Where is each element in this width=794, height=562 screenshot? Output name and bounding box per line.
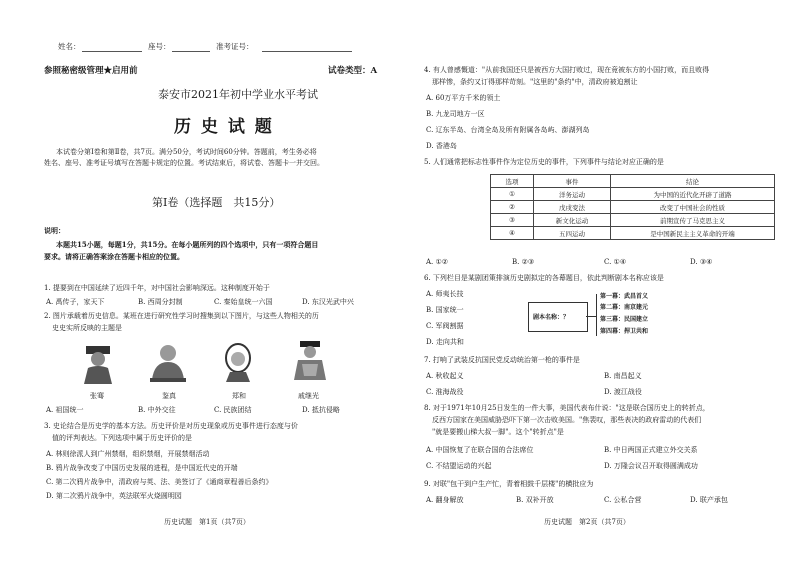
q5-option-d: D. ③④ — [690, 258, 713, 266]
table-cell: ① — [491, 188, 534, 201]
q4-option-d: D. 香港岛 — [426, 142, 457, 150]
q7-option-c: C. 淮海战役 — [426, 388, 464, 396]
q3-stem-1: 3. 史论结合是历史学的基本方法。历史评价是对历史现象或历史事件进行态度与价 — [44, 422, 298, 430]
exam-title: 泰安市2021年初中学业水平考试 — [158, 88, 318, 101]
table-row — [491, 201, 775, 214]
table-cell: 五四运动 — [534, 227, 611, 240]
table-cell: 是中国新民主主义革命的开端 — [611, 227, 775, 240]
q7-stem: 7. 打响了武装反抗国民党反动统治第一枪的事件是 — [424, 356, 580, 364]
q9-option-c: C. 公私合营 — [604, 496, 642, 504]
q1-option-d: D. 东汉光武中兴 — [302, 298, 354, 306]
q1-stem: 1. 提要到在中国延续了近四千年，对中国社会影响深远。这种制度开始于 — [44, 284, 270, 292]
seat-blank — [172, 51, 210, 52]
q2-stem-1: 2. 图片承载着历史信息。某班在进行研究性学习时搜集到以下图片，与这些人物相关的历 — [44, 312, 319, 320]
table-cell: ② — [491, 201, 534, 214]
q7-option-d: D. 渡江战役 — [604, 388, 642, 396]
left-page — [40, 0, 400, 562]
notes-line-2: 要求。请将正确答案涂在答题卡相应的位置。 — [44, 252, 184, 261]
table-cell: ③ — [491, 214, 534, 227]
q1-option-c: C. 秦始皇统一六国 — [214, 298, 273, 306]
table-cell: 前期宣传了马克思主义 — [611, 214, 775, 227]
caption-zhang-qian: 张骞 — [90, 392, 104, 400]
caption-jianzhen: 鉴真 — [162, 392, 176, 400]
q1-option-a: A. 禹传子，家天下 — [46, 298, 105, 306]
table-cell: 洋务运动 — [534, 188, 611, 201]
q6-option-c: C. 军阀割据 — [426, 322, 464, 330]
table-row — [491, 188, 775, 201]
q6-option-d: D. 走向共和 — [426, 338, 464, 346]
q1-option-b: B. 西周分封制 — [138, 298, 183, 306]
q6-option-a: A. 师夷长技 — [426, 290, 464, 298]
q9-option-b: B. 双补开放 — [516, 496, 554, 504]
intro-line-1: 本试卷分第Ⅰ卷和第Ⅱ卷，共7页。满分50分，考试时间60分钟。答题前，考生务必将 — [56, 148, 317, 156]
q8-option-d: D. 万隆会议召开取得圆满成功 — [604, 462, 698, 470]
q4-option-b: B. 九龙司地方一区 — [426, 110, 485, 118]
table-cell: 改变了中国社会的性质 — [611, 201, 775, 214]
zhang-qian-portrait — [78, 344, 118, 384]
secret-level: 参照秘密级管理★启用前 — [44, 66, 138, 76]
connector-bracket — [596, 294, 597, 336]
table-cell: ④ — [491, 227, 534, 240]
table-cell: 新文化运动 — [534, 214, 611, 227]
part1-title: 第Ⅰ卷（选择题 共15分） — [152, 196, 281, 209]
q2-option-a: A. 祖国统一 — [46, 406, 84, 414]
exam-no-label: 准考证号： — [216, 42, 254, 51]
act-2: 第二幕：南京建元 — [600, 304, 649, 311]
q4-stem-1: 4. 有人曾感慨道："从前我国还只是被西方大国打败过，现在竟被东方的小国打败，而且败得 — [424, 66, 710, 74]
table-header-row — [491, 175, 775, 188]
q4-stem-2: 那样惨，条约又订得那样苛刻。"这里的"条约"中，清政府被迫割让 — [432, 78, 638, 86]
q5-option-b: B. ②③ — [512, 258, 535, 266]
q8-option-c: C. 不结盟运动的兴起 — [426, 462, 492, 470]
q2-option-b: B. 中外交往 — [138, 406, 176, 414]
q4-option-a: A. 60万平方千米的领土 — [426, 94, 501, 102]
q2-option-c: C. 民族团结 — [214, 406, 252, 414]
table-cell: 为中国的近代化开辟了道路 — [611, 188, 775, 201]
q4-option-c: C. 辽东半岛、台湾全岛及所有附属各岛屿、澎湖列岛 — [426, 126, 590, 134]
q5-option-c: C. ①④ — [604, 258, 627, 266]
q8-stem-2: 反西方国家在美国威胁恐吓下第一次击败美国。"焦裴叹，那些表决的政府雷动的代表们 — [432, 416, 702, 424]
name-label: 姓名： — [58, 42, 81, 51]
table-row — [491, 227, 775, 240]
act-1: 第一幕：武昌首义 — [600, 293, 649, 300]
left-page-footer: 历史试题 第1页（共7页） — [164, 518, 250, 526]
q8-option-a: A. 中国恢复了在联合国的合法席位 — [426, 446, 534, 454]
q5-event-table — [490, 174, 775, 240]
table-header: 选项 — [491, 175, 534, 188]
q6-stem: 6. 下列栏目是某剧团策排演历史剧拟定的各幕题目，依此判断剧本名称应该是 — [424, 274, 664, 282]
q8-option-b: B. 中日两国正式建立外交关系 — [604, 446, 698, 454]
notes-line-1: 本题共15小题，每题1分，共15分。在每小题所列的四个选项中，只有一项符合题目 — [56, 240, 319, 249]
subject-title: 历 史 试 题 — [174, 117, 274, 137]
caption-qi-jiguang: 戚继光 — [298, 392, 319, 400]
q3-option-a: A. 林则徐派人到广州禁烟，组织禁烟，开展禁烟活动 — [46, 450, 210, 458]
jianzhen-portrait — [148, 342, 188, 382]
script-name-label: 剧本名称：？ — [533, 314, 570, 321]
caption-zheng-he: 郑和 — [232, 392, 246, 400]
q5-option-a: A. ①② — [426, 258, 449, 266]
right-page — [420, 0, 780, 562]
act-4: 第四幕：捍卫共和 — [600, 328, 649, 335]
table-header: 事件 — [534, 175, 611, 188]
q9-option-a: A. 翻身解放 — [426, 496, 464, 504]
zheng-he-portrait — [218, 342, 258, 382]
q9-stem: 9. 对联"包干到户生产忙，青着相鼓千层楼"的横批应为 — [424, 480, 594, 488]
act-3: 第三幕：民国建立 — [600, 316, 649, 323]
table-row — [491, 214, 775, 227]
q5-stem: 5. 人们通常把标志性事件作为定位历史的事件，下列事件与结论对应正确的是 — [424, 158, 664, 166]
q7-option-a: A. 秋收起义 — [426, 372, 464, 380]
q3-option-c: C. 第二次鸦片战争中，清政府与英、法、美签订了《通商章程善后条约》 — [46, 478, 273, 486]
connector-line — [586, 316, 596, 317]
table-cell: 戊戌变法 — [534, 201, 611, 214]
notes-label: 说明： — [44, 226, 65, 235]
qi-jiguang-portrait — [290, 340, 330, 380]
q3-option-d: D. 第二次鸦片战争中，英法联军火烧圆明园 — [46, 492, 182, 500]
q3-stem-2: 值的评判表达。下列选项中属于历史评价的是 — [52, 434, 192, 442]
table-header: 结论 — [611, 175, 775, 188]
q3-option-b: B. 鸦片战争改变了中国历史发展的进程，是中国近代史的开端 — [46, 464, 238, 472]
right-page-footer: 历史试题 第2页（共7页） — [544, 518, 630, 526]
seat-label: 座号： — [148, 42, 171, 51]
q7-option-b: B. 南昌起义 — [604, 372, 642, 380]
q9-option-d: D. 联产承包 — [690, 496, 728, 504]
intro-line-2: 姓名、座号、准考证号填写在答题卡规定的位置。考试结束后，将试卷、答题卡一并交回。 — [44, 159, 324, 167]
q8-stem-3: "就是要搬山梯大叔一脚"。这个"转折点"是 — [432, 428, 564, 436]
q2-stem-2: 史史实所反映的主题是 — [52, 324, 122, 332]
exam-no-blank — [262, 51, 352, 52]
q2-option-d: D. 抵抗侵略 — [302, 406, 340, 414]
name-blank — [82, 51, 142, 52]
q8-stem-1: 8. 对于1971年10月25日发生的一件大事，美国代表布什说："这是联合国历史上的转折点， — [424, 404, 710, 412]
q6-option-b: B. 国家统一 — [426, 306, 464, 314]
paper-type: 试卷类型：A — [328, 66, 378, 76]
